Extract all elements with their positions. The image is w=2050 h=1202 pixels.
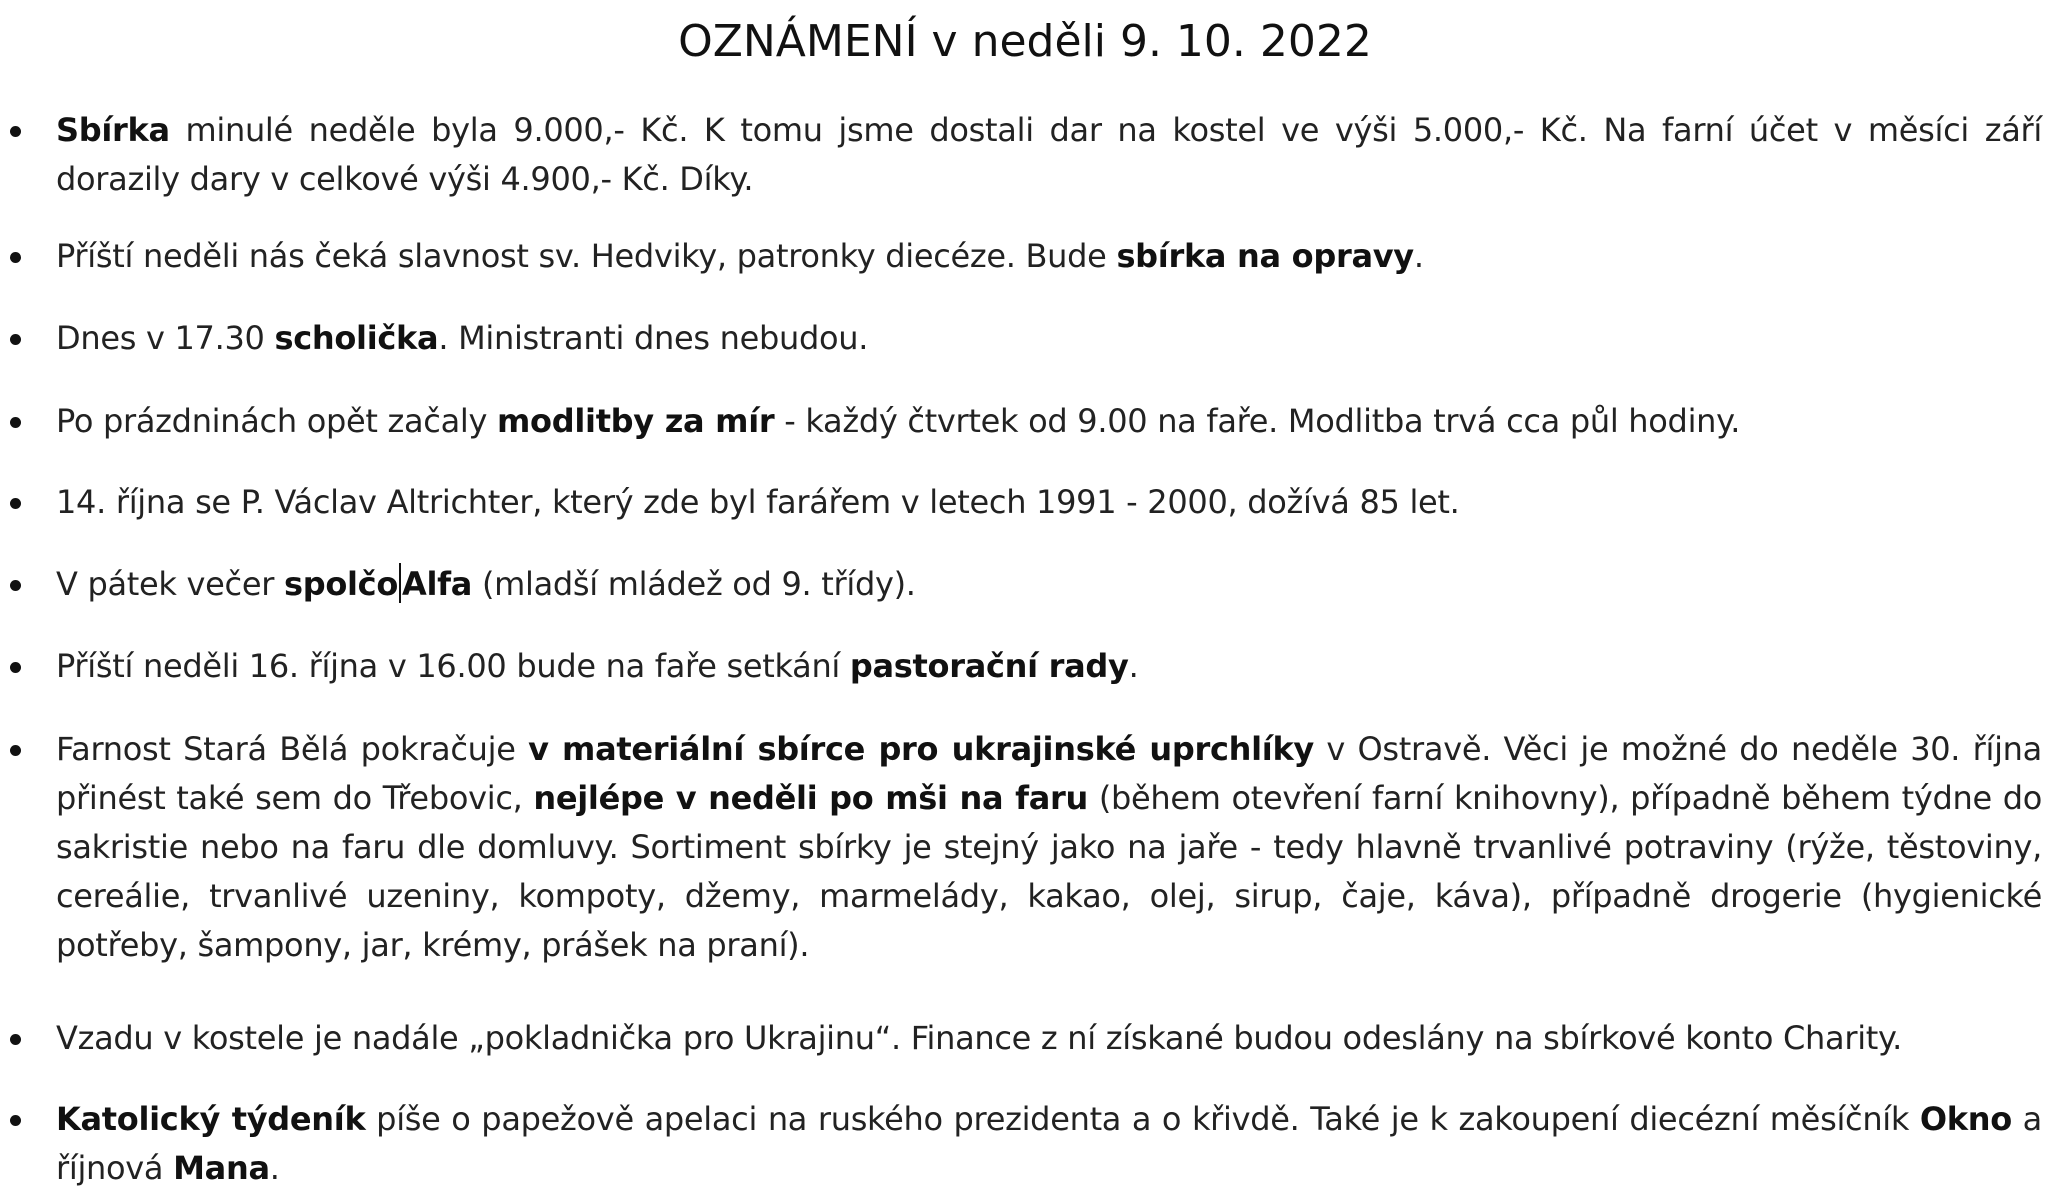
announcement-item [56,314,2042,363]
bold-text: modlitby za mír [497,402,775,440]
announcement-item [56,232,2042,281]
text-run: . [269,1149,280,1187]
bold-text: spolčo [283,565,399,603]
text-run: . [1128,647,1139,685]
text-run: píše o papežově apelaci na ruského prezidenta a o křivdě. Také je k zakoupení diecézní měsíčník [365,1100,1920,1138]
text-run: . Ministranti dnes nebudou. [438,319,869,357]
bold-text: scholička [274,319,439,357]
text-run: . [1413,237,1424,275]
bullet-icon [10,662,21,673]
announcement-text [56,725,2042,970]
text-run: 14. října se P. Václav Altrichter, který zde byl farářem v letech 1991 - 2000, dožívá 85 let. [56,483,1460,521]
text-run: a říjnová [56,1100,2042,1187]
bold-text: Mana [173,1149,270,1187]
bullet-icon [10,126,21,137]
announcement-item [56,106,2042,204]
announcement-text [56,478,2042,527]
announcement-text [56,314,2042,363]
text-run: Farnost Stará Bělá pokračuje [56,730,529,768]
announcement-item [56,1095,2042,1193]
text-run: Příští neděli 16. října v 16.00 bude na faře setkání [56,647,850,685]
text-run: Vzadu v kostele je nadále „pokladnička pro Ukrajinu“. Finance z ní získané budou odeslány na sbírkové konto Charity. [56,1019,1902,1057]
bullet-icon [10,1034,21,1045]
announcement-item [56,1014,2042,1063]
text-run: V pátek večer [56,565,284,603]
text-run: minulé neděle byla 9.000,- Kč. K tomu jsme dostali dar na kostel ve výši 5.000,- Kč. Na farní účet v měsíci září dorazily dary v celkové výši 4.900,- Kč. Díky. [56,111,2042,198]
announcement-text [56,1014,2042,1063]
bold-text: Alfa [402,565,473,603]
bullet-icon [10,745,21,756]
bullet-icon [10,417,21,428]
announcement-text [56,232,2042,281]
text-run: Příští neděli nás čeká slavnost sv. Hedviky, patronky diecéze. Bude [56,237,1117,275]
bullet-icon [10,1115,21,1126]
announcement-item [56,560,2042,609]
page-title: OZNÁMENÍ v neděli 9. 10. 2022 [678,16,1372,67]
bold-text: Sbírka [56,111,170,149]
bullet-icon [10,580,21,591]
text-run: Dnes v 17.30 [56,319,275,357]
bold-text: Katolický týdeník [56,1100,366,1138]
announcement-item [56,397,2042,446]
bold-text: v materiální sbírce pro ukrajinské uprchlíky [528,730,1314,768]
announcement-text [56,106,2042,204]
text-run: v Ostravě. Věci je možné do neděle 30. října přinést také sem do Třebovic, [56,730,2042,817]
text-cursor [399,563,401,603]
bullet-icon [10,498,21,509]
bold-text: sbírka na opravy [1116,237,1414,275]
text-run: (mladší mládež od 9. třídy). [472,565,916,603]
text-run: Po prázdninách opět začaly [56,402,498,440]
announcement-text [56,642,2042,691]
announcement-text [56,560,2042,609]
announcement-item [56,725,2042,970]
bold-text: pastorační rady [849,647,1129,685]
announcement-text [56,1095,2042,1193]
bold-text: Okno [1919,1100,2012,1138]
bold-text: nejlépe v neděli po mši na faru [533,779,1088,817]
text-run: - každý čtvrtek od 9.00 na faře. Modlitba trvá cca půl hodiny. [774,402,1741,440]
text-run: (během otevření farní knihovny), případně během týdne do sakristie nebo na faru dle domluvy. Sortiment sbírky je stejný jako na jaře - tedy hlavně trvanlivé potraviny (rýže, těstoviny, cereálie, trvanlivé uzeniny, kompoty, džemy, marmelády, kakao, olej, sirup, čaje, káva), případně drogerie (hygienické potřeby, šampony, jar, krémy, prášek na praní). [56,779,2043,964]
bullet-icon [10,252,21,263]
announcement-text [56,397,2042,446]
announcement-item [56,642,2042,691]
bullet-icon [10,334,21,345]
announcement-item [56,478,2042,527]
